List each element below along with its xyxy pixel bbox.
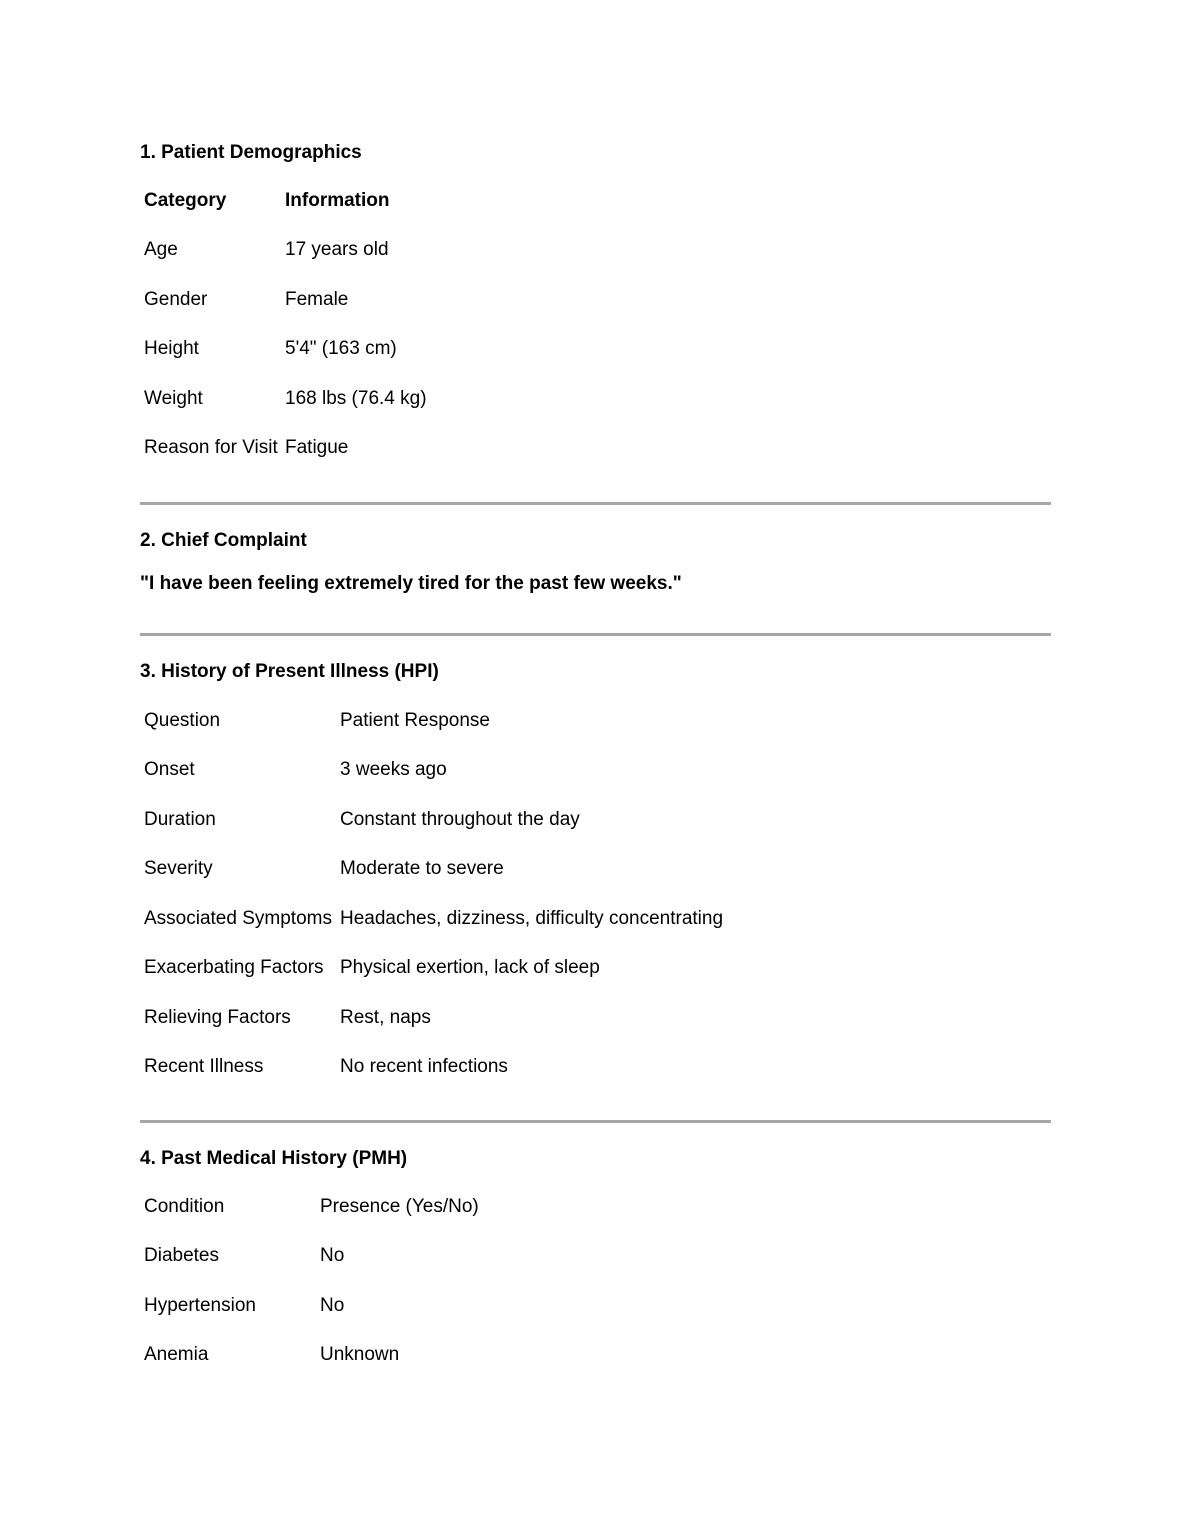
section-divider xyxy=(140,1120,1051,1123)
section-title-demographics: 1. Patient Demographics xyxy=(140,142,362,163)
header-condition: Condition xyxy=(144,1195,225,1217)
table-header-row xyxy=(144,696,723,746)
table-row xyxy=(144,795,723,845)
chief-complaint-quote: "I have been feeling extremely tired for the past few weeks." xyxy=(140,573,682,594)
row-label: Exacerbating Factors xyxy=(144,957,324,979)
row-value: 17 years old xyxy=(285,239,389,261)
table-row xyxy=(144,275,427,325)
table-header-row xyxy=(144,1182,479,1232)
header-information: Information xyxy=(285,189,390,211)
table-row xyxy=(144,746,723,796)
row-label: Height xyxy=(144,338,199,360)
row-value: Physical exertion, lack of sleep xyxy=(340,957,600,979)
table-row xyxy=(144,1331,479,1381)
row-value: Moderate to severe xyxy=(340,858,504,880)
row-label: Recent Illness xyxy=(144,1056,264,1078)
section-title-hpi: 3. History of Present Illness (HPI) xyxy=(140,661,439,682)
row-label: Age xyxy=(144,239,178,261)
row-value: No xyxy=(320,1245,345,1267)
row-label: Severity xyxy=(144,858,213,880)
row-label: Gender xyxy=(144,288,208,310)
table-row xyxy=(144,374,427,424)
header-response: Patient Response xyxy=(340,709,490,731)
row-label: Diabetes xyxy=(144,1245,219,1267)
section-divider xyxy=(140,633,1051,636)
row-value: Headaches, dizziness, difficulty concentrating xyxy=(340,907,724,929)
row-value: Female xyxy=(285,288,349,310)
row-value: Unknown xyxy=(320,1344,400,1366)
header-category: Category xyxy=(144,189,227,211)
header-presence: Presence (Yes/No) xyxy=(320,1195,479,1217)
table-row xyxy=(144,325,427,375)
table-row xyxy=(144,894,723,944)
table-row xyxy=(144,993,723,1043)
section-title-pmh: 4. Past Medical History (PMH) xyxy=(140,1148,408,1169)
demographics-table xyxy=(144,176,427,473)
table-row xyxy=(144,944,723,994)
section-divider xyxy=(140,502,1051,505)
pmh-table xyxy=(144,1182,479,1380)
table-row xyxy=(144,424,427,474)
hpi-table xyxy=(144,696,723,1092)
row-value: Fatigue xyxy=(285,437,349,459)
table-row xyxy=(144,1281,479,1331)
table-row xyxy=(144,226,427,276)
row-label: Relieving Factors xyxy=(144,1006,291,1028)
section-title-chief-complaint: 2. Chief Complaint xyxy=(140,530,307,551)
row-value: 168 lbs (76.4 kg) xyxy=(285,387,427,409)
row-label: Reason for Visit xyxy=(144,437,278,459)
row-value: No xyxy=(320,1294,345,1316)
row-value: 3 weeks ago xyxy=(340,759,447,781)
table-row xyxy=(144,1232,479,1282)
table-row xyxy=(144,1043,723,1093)
header-question: Question xyxy=(144,709,221,731)
row-label: Associated Symptoms xyxy=(144,907,332,929)
row-value: No recent infections xyxy=(340,1056,508,1078)
row-label: Onset xyxy=(144,759,195,781)
table-row xyxy=(144,845,723,895)
table-header-row xyxy=(144,176,427,226)
row-label: Duration xyxy=(144,808,216,830)
row-label: Weight xyxy=(144,387,203,409)
row-label: Hypertension xyxy=(144,1294,256,1316)
row-value: Rest, naps xyxy=(340,1006,431,1028)
row-label: Anemia xyxy=(144,1344,209,1366)
row-value: 5'4" (163 cm) xyxy=(285,338,397,360)
row-value: Constant throughout the day xyxy=(340,808,580,830)
